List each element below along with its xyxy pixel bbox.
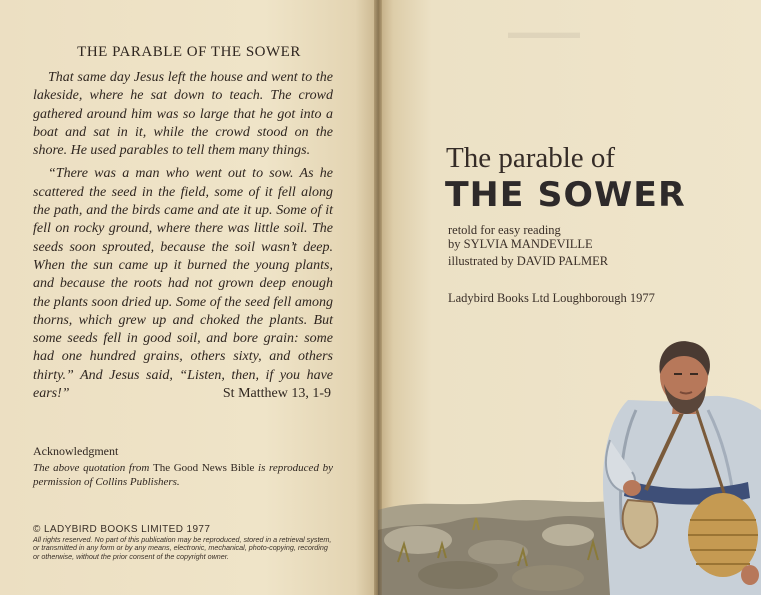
scripture-quote bbox=[33, 69, 333, 403]
book-title: THE SOWER bbox=[445, 175, 686, 215]
show-through-texture: ▬▬▬▬ bbox=[508, 22, 580, 42]
right-page bbox=[378, 0, 761, 595]
publisher-line: Ladybird Books Ltd Loughborough 1977 bbox=[448, 291, 655, 305]
quote-paragraph-2-text: “There was a man who went out to sow. As he scattered the seed in the field, some of it fell along the path, and the birds came and ate it up. Some of it fell on rocky ground, where there was little soil. The seeds soon sprouted, because the soil wasn’t deep. When the sun came up it burned the young plants, and because the roots had not grown deep enough the plants soon dried up. Some of the seed fell among thorns, which grew up and choked the plants. But some seeds fell in good soil, and bore grain: some had one hundred grains, others sixty, and others thirty.” And Jesus said, “Listen, then, if you have ears!” bbox=[33, 166, 333, 402]
ack-post: is reproduced by permission of Collins Publishers. bbox=[33, 462, 333, 488]
author-line: by SYLVIA MANDEVILLE bbox=[448, 237, 593, 251]
quote-paragraph-2 bbox=[33, 165, 333, 403]
title-prefix: The parable of bbox=[446, 142, 616, 174]
ack-source: The Good News Bible bbox=[152, 462, 255, 474]
retold-line: retold for easy reading bbox=[448, 223, 561, 237]
copyright-text: All rights reserved. No part of this publication may be reproduced, stored in a retrieval system, or transmitted in any form or by any means, electronic, mechanical, photo-copying, recording or otherwise, without the prior consent of the copyright owner. bbox=[33, 535, 332, 561]
left-page bbox=[0, 0, 378, 595]
quote-paragraph-1: That same day Jesus left the house and went to the lakeside, where he sat down to teach. The crowd gathered around him was so large that he got into a boat and sat in it, while the crowd stood on the shore. He used parables to tell them many things. bbox=[33, 70, 333, 159]
rocky-ground bbox=[378, 500, 628, 595]
ack-pre: The above quotation from bbox=[33, 462, 153, 474]
page-title: THE PARABLE OF THE SOWER bbox=[77, 44, 301, 60]
illustrator-line: illustrated by DAVID PALMER bbox=[448, 254, 609, 268]
acknowledgment-heading: Acknowledgment bbox=[33, 444, 119, 458]
scripture-reference: St Matthew 13, 1-9 bbox=[222, 386, 331, 402]
acknowledgment-text bbox=[33, 461, 333, 489]
copyright-heading: © LADYBIRD BOOKS LIMITED 1977 bbox=[33, 524, 211, 535]
sower-figure bbox=[603, 341, 761, 595]
book-gutter bbox=[374, 0, 382, 595]
sower-illustration bbox=[378, 330, 761, 595]
